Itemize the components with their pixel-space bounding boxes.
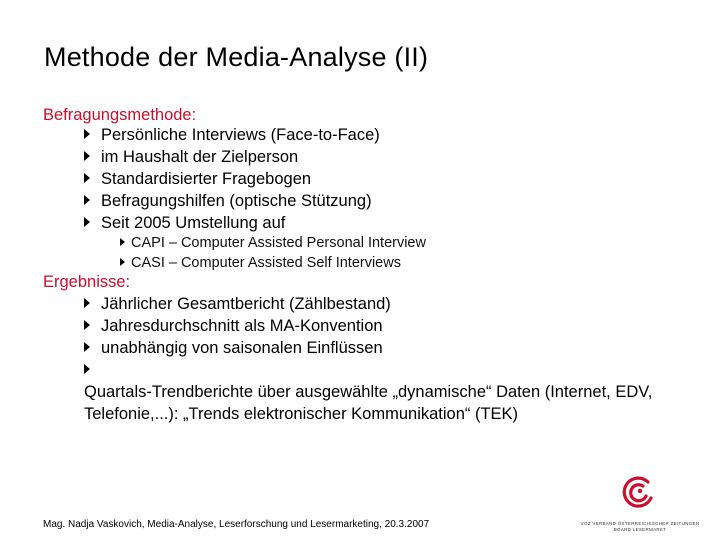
triangle-bullet-icon bbox=[84, 342, 90, 352]
triangle-bullet-icon bbox=[84, 129, 90, 139]
bullet-text: Quartals-Trendberichte über ausgewählte „dynamische“ Daten (Internet, EDV, Telefonie,...): „Trends elektronischer Kommunikation“ (TEK) bbox=[84, 383, 653, 423]
subbullet-item bbox=[120, 255, 401, 271]
section-heading-ergebnisse: Ergebnisse: bbox=[43, 273, 131, 291]
bullet-item bbox=[84, 359, 684, 425]
bullet-text: Befragungshilfen (optische Stützung) bbox=[101, 192, 372, 210]
triangle-bullet-icon bbox=[120, 258, 125, 266]
bullet-item bbox=[84, 146, 298, 168]
triangle-bullet-icon bbox=[84, 195, 90, 205]
bullet-item bbox=[84, 315, 383, 337]
bullet-text: im Haushalt der Zielperson bbox=[101, 148, 299, 166]
bullet-text: Seit 2005 Umstellung auf bbox=[101, 214, 286, 232]
triangle-bullet-icon bbox=[84, 217, 90, 227]
bullet-item bbox=[84, 124, 380, 146]
bullet-text: Jahresdurchschnitt als MA-Konvention bbox=[101, 317, 383, 335]
bullet-text: Persönliche Interviews (Face-to-Face) bbox=[101, 126, 380, 144]
triangle-bullet-icon bbox=[84, 151, 90, 161]
subbullet-text: CASI – Computer Assisted Self Interviews bbox=[131, 255, 401, 271]
bullet-item bbox=[84, 190, 372, 212]
bullet-text: Jährlicher Gesamtbericht (Zählbestand) bbox=[101, 295, 391, 313]
bullet-text: Standardisierter Fragebogen bbox=[101, 170, 312, 188]
footer-credit: Mag. Nadja Vaskovich, Media-Analyse, Leserforschung und Lesermarketing, 20.3.2007 bbox=[43, 519, 430, 530]
logo-text-line1: VOZ VERBAND ÖSTERREICHISCHER ZEITUNGEN bbox=[580, 521, 700, 526]
voz-logo-icon bbox=[624, 478, 651, 506]
bullet-item bbox=[84, 212, 285, 234]
logo-text-line2: BOARD LESERMARKT bbox=[613, 527, 667, 532]
bullet-item bbox=[84, 293, 391, 315]
bullet-item bbox=[84, 168, 311, 190]
triangle-bullet-icon bbox=[84, 298, 90, 308]
subbullet-item bbox=[120, 235, 426, 251]
triangle-bullet-icon bbox=[84, 320, 90, 330]
section-heading-befragungsmethode: Befragungsmethode: bbox=[43, 106, 197, 124]
bullet-text: unabhängig von saisonalen Einflüssen bbox=[101, 339, 383, 357]
logo-text bbox=[565, 521, 715, 533]
triangle-bullet-icon bbox=[120, 238, 125, 246]
triangle-bullet-icon bbox=[84, 364, 90, 374]
slide-title: Methode der Media-Analyse (II) bbox=[44, 42, 429, 72]
bullet-item bbox=[84, 337, 383, 359]
subbullet-text: CAPI – Computer Assisted Personal Interview bbox=[131, 235, 426, 251]
triangle-bullet-icon bbox=[84, 173, 90, 183]
